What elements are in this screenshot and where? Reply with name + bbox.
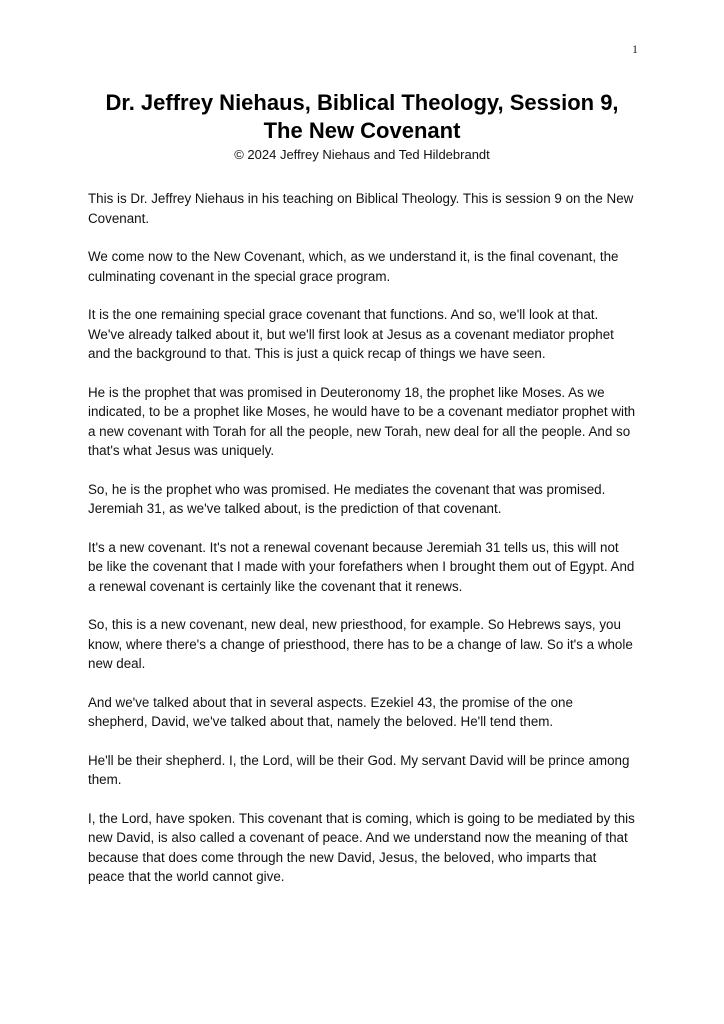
paragraph: We come now to the New Covenant, which, as we understand it, is the final covenant, the culminating covenant in the special grace program. (88, 249, 619, 284)
paragraph: This is Dr. Jeffrey Niehaus in his teaching on Biblical Theology. This is session 9 on the New Covenant. (88, 191, 634, 226)
paragraph: He'll be their shepherd. I, the Lord, will be their God. My servant David will be prince among them. (88, 752, 630, 787)
paragraph: So, he is the prophet who was promised. He mediates the covenant that was promised. Jeremiah 31, as we've talked about, is the prediction of that covenant. (88, 481, 606, 516)
paragraph: So, this is a new covenant, new deal, new priesthood, for example. So Hebrews says, you know, where there's a change of priesthood, there has to be a change of law. So it's a whole new deal. (88, 617, 633, 671)
paragraph: I, the Lord, have spoken. This covenant that is coming, which is going to be mediated by this new David, is also called a covenant of peace. And we understand now the meaning of that because that does come through the new David, Jesus, the beloved, who imparts that peace that the world cannot give. (88, 810, 635, 884)
paragraph: It is the one remaining special grace covenant that functions. And so, we'll look at that. We've already talked about it, but we'll first look at Jesus as a covenant mediator prophet and the background to that. This is just a quick recap of things we have seen. (88, 307, 614, 361)
document-header (60, 89, 664, 164)
title-line-1: Dr. Jeffrey Niehaus, Biblical Theology, Session 9, (105, 90, 619, 115)
title-line-2: The New Covenant (263, 118, 461, 143)
paragraph: He is the prophet that was promised in Deuteronomy 18, the prophet like Moses. As we indicated, to be a prophet like Moses, he would have to be a covenant mediator prophet with a new covenant with Torah for all the people, new Torah, new deal for all the people. And so that's what Jesus was uniquely. (88, 384, 636, 458)
paragraph: It's a new covenant. It's not a renewal covenant because Jeremiah 31 tells us, this will not be like the covenant that I made with your forefathers when I brought them out of Egypt. And a renewal covenant is certainly like the covenant that it renews. (88, 539, 635, 594)
document-title (60, 89, 664, 145)
paragraph: And we've talked about that in several aspects. Ezekiel 43, the promise of the one shepherd, David, we've talked about that, namely the beloved. He'll tend them. (88, 694, 573, 729)
document-body (88, 189, 636, 906)
page-number: 1 (632, 42, 638, 56)
copyright-notice: © 2024 Jeffrey Niehaus and Ted Hildebrandt (234, 147, 490, 162)
